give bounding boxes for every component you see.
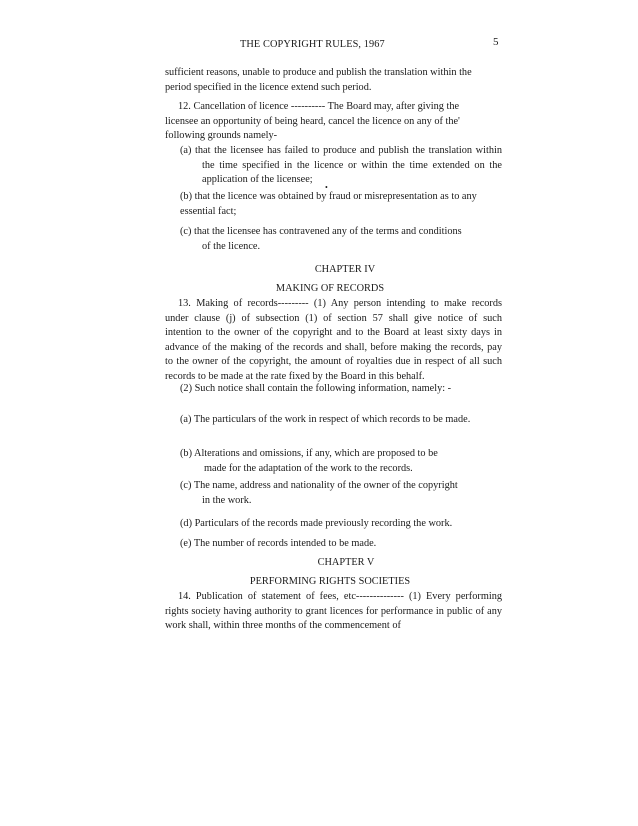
text-line: of the licence. bbox=[202, 240, 261, 252]
chapter-heading: CHAPTER V bbox=[317, 557, 375, 568]
paragraph-rule-14 bbox=[165, 590, 502, 634]
text-line: in the work. bbox=[202, 494, 252, 506]
clause-12c bbox=[180, 225, 502, 254]
clause-13a: (a) The particulars of the work in respect of which records to be made. bbox=[180, 414, 471, 425]
text-line: 12. Cancellation of licence ---------- The Board may, after giving the bbox=[178, 101, 460, 112]
text-line: the time specified in the licence or within the time extended on the bbox=[202, 159, 502, 171]
text-line: rights society having authority to grant licences for performance in public of any bbox=[165, 605, 502, 617]
text-line: records to be made at the rate fixed by the Board in this behalf. bbox=[165, 370, 425, 382]
chapter-heading: CHAPTER IV bbox=[314, 264, 376, 275]
text-line: licensee an opportunity of being heard, cancel the licence on any of the' bbox=[165, 115, 460, 127]
text-line: (c) The name, address and nationality of the owner of the copyright bbox=[180, 480, 458, 491]
text-line: following grounds namely- bbox=[165, 130, 278, 141]
clause-13d: (d) Particulars of the records made previously recording the work. bbox=[180, 518, 453, 529]
paragraph-rule-12 bbox=[165, 100, 480, 144]
chapter-title: PERFORMING RIGHTS SOCIETIES bbox=[249, 576, 411, 587]
text-line: (b) that the licence was obtained by fraud or misrepresentation as to any bbox=[180, 191, 477, 202]
text-line: application of the licensee; bbox=[202, 174, 313, 185]
text-line: sufficient reasons, unable to produce and publish the translation within the bbox=[165, 67, 472, 78]
paragraph-intro bbox=[165, 66, 480, 95]
text-line: under clause (j) of subsection (1) of section 57 shall give notice of such bbox=[165, 312, 502, 324]
text-line: advance of the making of the records and shall, before making the records, pay bbox=[165, 341, 502, 353]
text-line: 13. Making of records--------- (1) Any person intending to make records bbox=[178, 298, 502, 309]
running-header: THE COPYRIGHT RULES, 1967 bbox=[240, 39, 385, 50]
text-line: (c) that the licensee has contravened any of the terms and conditions bbox=[180, 226, 462, 237]
text-line: made for the adaptation of the work to the records. bbox=[204, 462, 413, 474]
clause-13-2: (2) Such notice shall contain the following information, namely: - bbox=[180, 383, 452, 394]
text-line: (b) Alterations and omissions, if any, which are proposed to be bbox=[180, 448, 438, 459]
text-line: to the owner of the copyright, the amount of royalties due in respect of all such bbox=[165, 356, 502, 367]
clause-12a bbox=[180, 144, 502, 188]
text-line: (a) that the licensee has failed to produce and publish the translation within bbox=[180, 145, 502, 156]
text-line: 14. Publication of statement of fees, etc-------------- (1) Every performing bbox=[178, 591, 502, 602]
text-line: period specified in the licence extend such period. bbox=[165, 81, 372, 93]
page-number: 5 bbox=[493, 36, 499, 48]
text-line: essential fact; bbox=[180, 205, 237, 217]
text-line: intention to the owner of the copyright and to the Board at least sixty days in bbox=[165, 327, 502, 338]
clause-12b bbox=[180, 190, 502, 219]
text-line: work shall, within three months of the commencement of bbox=[165, 620, 401, 631]
paragraph-rule-13 bbox=[165, 297, 502, 384]
clause-13c bbox=[180, 479, 502, 508]
clause-13e: (e) The number of records intended to be made. bbox=[180, 538, 377, 549]
clause-13b bbox=[180, 447, 502, 476]
chapter-title: MAKING OF RECORDS bbox=[275, 283, 385, 294]
bullet-mark: • bbox=[325, 183, 328, 192]
